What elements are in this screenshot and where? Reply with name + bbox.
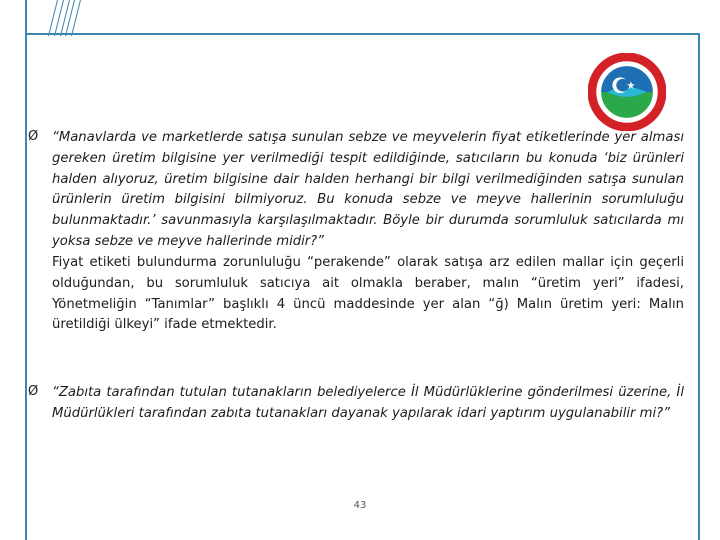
bullet-arrow-icon: Ø	[28, 129, 39, 144]
paragraph-question-1: “Manavlarda ve marketlerde satışa sunulan sebze ve meyvelerin fiyat etiketlerinde yer alması gereken üretim bilgisine yer verilmediği tespit edildiğinde, satıcıların bu konuda ‘biz ürünleri halden alıyoruz, üretim bilgisine dair halden herhangi bir bilgi verilmediğinden satışa sunulan ürünlerin üretim bilgisini bilmiyoruz. Bu konuda sebze ve meyve hallerinin sorumluluğu bulunmaktadır.’ savunmasıyla karşılaşılmaktadır. Böyle bir durumda sorumluluk satıcılarda mı yoksa sebze ve meyve hallerinde midir?”	[52, 130, 684, 249]
paragraph-answer-1: Fiyat etiketi bulundurma zorunluluğu “perakende” olarak satışa arz edilen mallar için geçerli olduğundan, bu sorumluluk satıcıya ait olmakla beraber, malın “üretim yeri” ifadesi, Yönetmeliğin “Tanımlar” başlıklı 4 üncü maddesinde yer alan “ğ) Malın üretim yeri: Malın üretildiği ülkeyi” ifade etmektedir.	[52, 255, 684, 333]
frame-left-edge	[25, 0, 27, 35]
paragraph-question-2: “Zabıta tarafından tutulan tutanakların belediyelerce İl Müdürlüklerine gönderilmesi üzerine, İl Müdürlükleri tarafından zabıta tutanakları dayanak yapılarak idari yaptırım uygulanabilir mi?”	[52, 385, 684, 421]
ministry-seal-icon	[588, 53, 666, 131]
decorative-stripes	[0, 0, 120, 36]
bullet-arrow-icon: Ø	[28, 384, 39, 399]
page-number: 43	[353, 500, 367, 511]
